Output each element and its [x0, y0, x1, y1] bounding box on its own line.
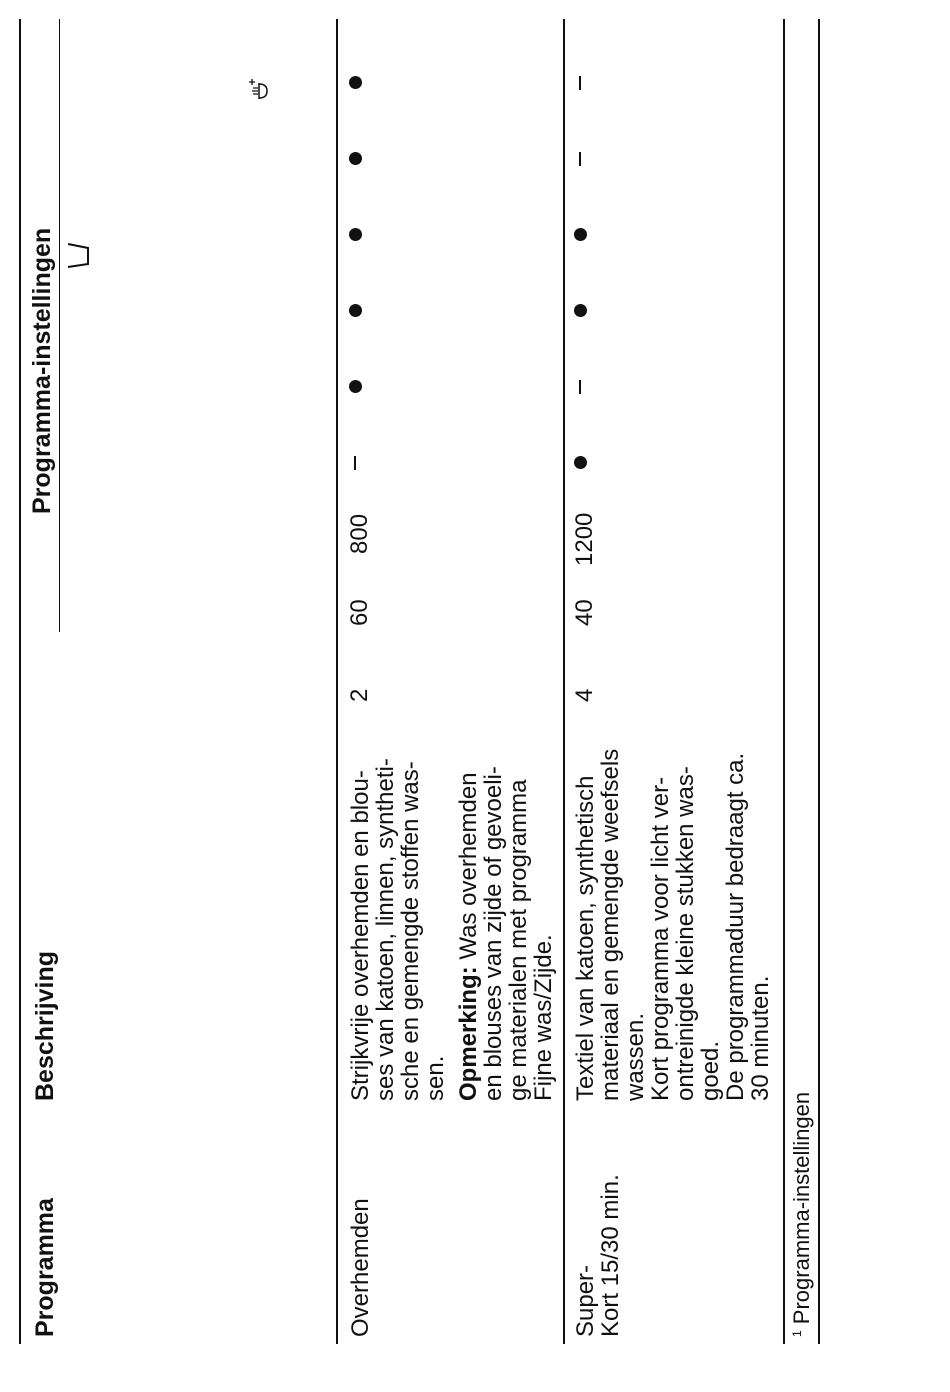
footnote: [791, 1092, 813, 1337]
row-rule-2: [563, 19, 565, 1344]
header-programma: Programma: [31, 1198, 59, 1337]
header-programma-instellingen: Programma-instellingen: [28, 227, 56, 514]
setting-dash-marker: [579, 152, 581, 166]
setting-dash-marker: [579, 76, 581, 90]
setting-dot-marker: [349, 153, 362, 166]
description-line: 30 minuten.: [747, 975, 774, 1101]
description-line: wassen.: [622, 1012, 649, 1101]
description-line: ses van katoen, linnen, syntheti-: [372, 758, 399, 1101]
setting-dash-marker: [579, 380, 581, 394]
setting-dot-marker: [349, 381, 362, 394]
row-1-temperature: 60: [346, 599, 373, 626]
setting-dash-marker: [354, 456, 356, 470]
row-1-spin: 800: [346, 513, 373, 554]
setting-dot-marker: [574, 305, 587, 318]
footnote-marker: 1: [790, 1330, 804, 1337]
container-outline-icon: [64, 242, 92, 270]
row-2-temperature: 40: [571, 599, 598, 626]
setting-dot-marker: [349, 77, 362, 90]
footnote-rule-bottom: [818, 19, 820, 1344]
description-line: Kort programma voor licht ver-: [647, 776, 674, 1101]
table-top-rule: [19, 19, 21, 1344]
row-2-description: [573, 749, 773, 1101]
row-1-name: [348, 1198, 373, 1337]
row-2-spin: 1200: [571, 512, 598, 566]
description-line: sen.: [422, 1055, 449, 1101]
footnote-rule-top: [783, 19, 785, 1344]
note-label: Opmerking:: [455, 966, 482, 1101]
footnote-text: Programma-instellingen: [789, 1091, 814, 1325]
row-1-load: 2: [346, 688, 373, 702]
row-2-load: 4: [571, 688, 598, 702]
description-line: Strijkvrije overhemden en blou-: [347, 770, 374, 1101]
header-beschrijving: Beschrijving: [31, 950, 59, 1101]
setting-dot-marker: [574, 457, 587, 470]
row-1-description: [348, 758, 556, 1101]
row-2-name: [573, 1174, 623, 1337]
note-text: Was overhemden: [455, 772, 482, 967]
row-2-name-line: Super-: [572, 1264, 599, 1337]
description-line: De programmaduur bedraagt ca.: [722, 752, 749, 1101]
description-line: sche en gemengde stoffen was-: [397, 761, 424, 1101]
description-line: materiaal en gemengde weefsels: [597, 748, 624, 1101]
setting-dot-marker: [349, 305, 362, 318]
settings-header-rule: [59, 19, 60, 632]
row-rule-1: [336, 19, 338, 1344]
description-note-line: [456, 758, 481, 1101]
description-line: ge materialen met programma: [505, 779, 532, 1101]
description-line: ontreinigde kleine stukken was-: [672, 766, 699, 1101]
row-2-name-line: Kort 15/30 min.: [597, 1174, 624, 1337]
description-line: Textiel van katoen, synthetisch: [572, 775, 599, 1101]
setting-dot-marker: [349, 229, 362, 242]
description-line: Fijne was/Zijde.: [530, 934, 557, 1101]
setting-dot-marker: [574, 229, 587, 242]
hand-wash-plus-icon: [245, 76, 271, 102]
description-line: en blouses van zijde of gevoeli-: [480, 766, 507, 1101]
description-line: goed.: [697, 1040, 724, 1101]
row-1-name-line: Overhemden: [347, 1198, 374, 1337]
